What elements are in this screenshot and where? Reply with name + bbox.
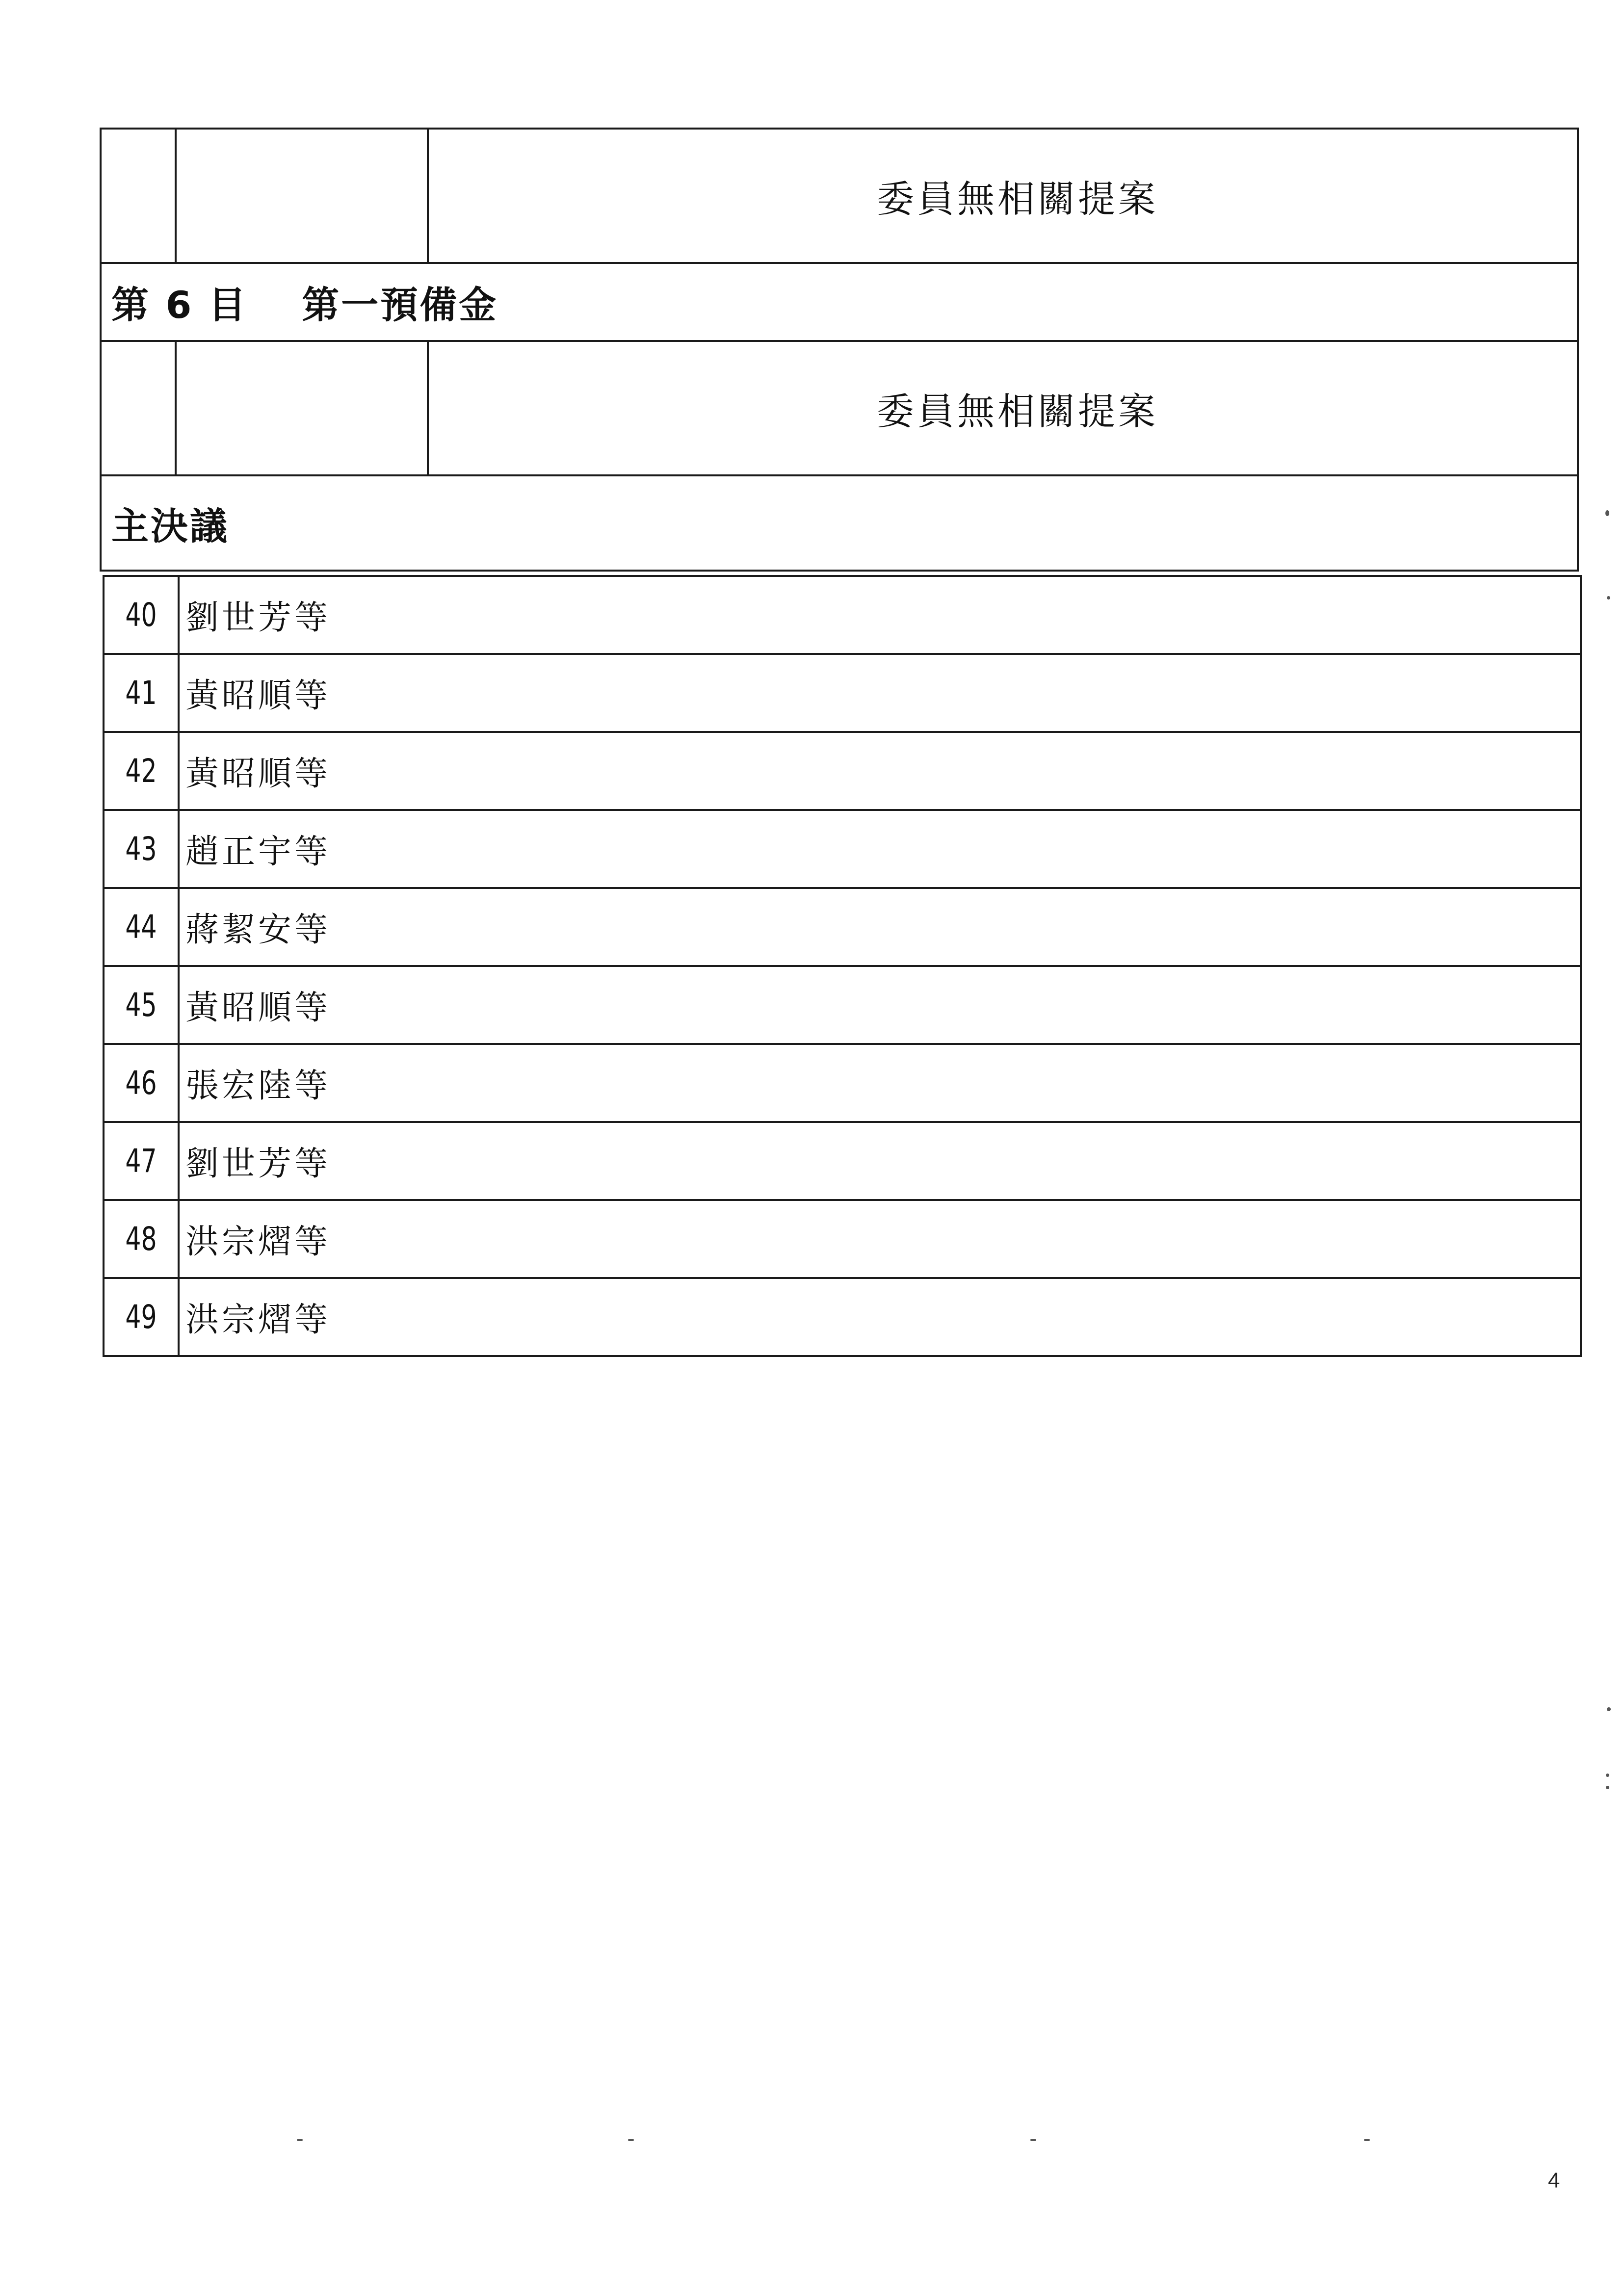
scan-speck	[1605, 510, 1609, 516]
table-row	[104, 810, 1581, 888]
scan-speck	[1364, 2139, 1370, 2141]
proposer-name: 洪宗熠等	[185, 1301, 331, 1339]
proposal-row	[101, 129, 1578, 263]
resolution-number: 44	[125, 908, 157, 946]
table-row	[104, 1044, 1581, 1122]
scan-speck	[1606, 1786, 1609, 1789]
resolution-number: 49	[125, 1298, 157, 1336]
section-heading-cell	[101, 263, 1578, 341]
resolution-number: 43	[125, 830, 157, 868]
proposer-name: 趙正宇等	[185, 833, 331, 871]
resolution-number: 46	[125, 1064, 157, 1102]
table-row	[104, 654, 1581, 732]
scan-speck	[1607, 596, 1610, 600]
main-resolution-cell	[101, 475, 1578, 571]
proposer-name: 洪宗熠等	[185, 1223, 331, 1261]
scan-speck	[628, 2139, 634, 2141]
table-row	[104, 966, 1581, 1044]
table-row	[104, 732, 1581, 810]
no-proposal-text: 委員無相關提案	[877, 177, 1158, 221]
resolution-number: 42	[125, 752, 157, 790]
resolution-number: 45	[125, 986, 157, 1024]
proposer-name: 黃昭順等	[185, 989, 331, 1027]
section-heading-row	[101, 263, 1578, 341]
empty-proposer-cell	[176, 341, 428, 475]
empty-index-cell	[101, 341, 176, 475]
scan-speck	[1607, 1707, 1611, 1711]
main-resolution-heading: 主決議	[111, 504, 229, 548]
budget-section-table	[100, 128, 1579, 572]
table-row	[104, 1122, 1581, 1200]
scan-speck	[1606, 1774, 1609, 1777]
resolution-list-table	[103, 575, 1582, 1357]
no-proposal-text: 委員無相關提案	[877, 389, 1158, 433]
table-row	[104, 1278, 1581, 1356]
proposer-name: 黃昭順等	[185, 677, 331, 715]
resolution-number: 48	[125, 1220, 157, 1258]
section-heading: 第 6 目 第一預備金	[111, 283, 498, 327]
resolution-number: 41	[125, 674, 157, 712]
proposer-name: 劉世芳等	[185, 599, 331, 637]
proposer-name: 張宏陸等	[185, 1067, 331, 1105]
page-number: 4	[1548, 2168, 1560, 2192]
resolution-number: 40	[125, 596, 157, 634]
proposal-cell	[428, 341, 1578, 475]
scan-speck	[297, 2139, 303, 2141]
proposal-row	[101, 341, 1578, 475]
main-resolution-row	[101, 475, 1578, 571]
table-row	[104, 1200, 1581, 1278]
scan-speck	[1030, 2139, 1036, 2141]
proposer-name: 黃昭順等	[185, 755, 331, 793]
proposer-name: 劉世芳等	[185, 1145, 331, 1183]
empty-index-cell	[101, 129, 176, 263]
proposal-cell	[428, 129, 1578, 263]
empty-proposer-cell	[176, 129, 428, 263]
resolution-number: 47	[125, 1142, 157, 1180]
table-row	[104, 888, 1581, 966]
proposer-name: 蔣絜安等	[185, 911, 331, 949]
table-row	[104, 576, 1581, 654]
